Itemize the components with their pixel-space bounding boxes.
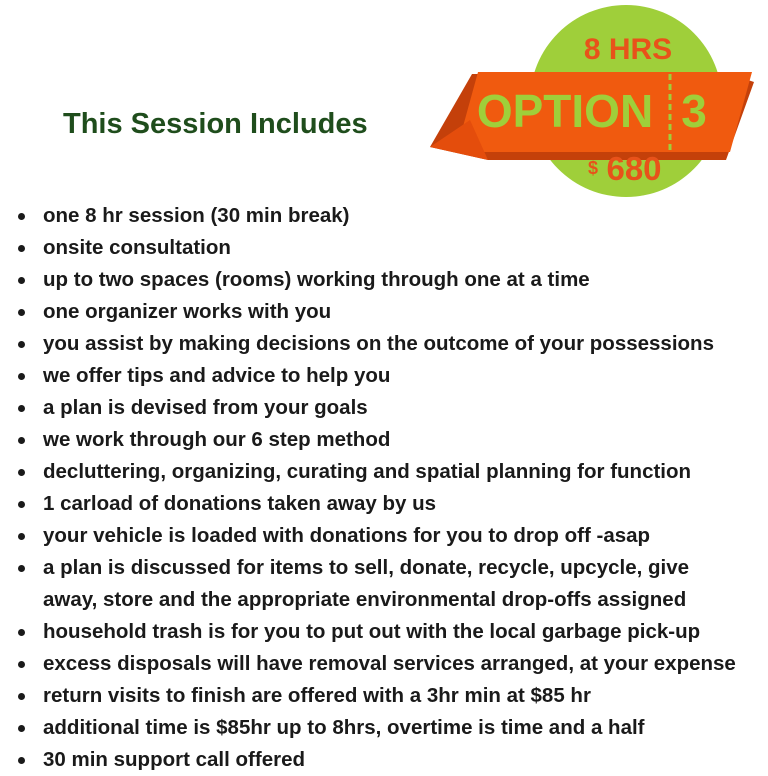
list-item: one 8 hr session (30 min break) — [0, 200, 768, 232]
list-item: up to two spaces (rooms) working through one at a time — [0, 264, 768, 296]
list-item: we work through our 6 step method — [0, 424, 768, 456]
list-item: additional time is $85hr up to 8hrs, overtime is time and a half — [0, 712, 768, 744]
option-badge — [430, 2, 760, 200]
bullet-dot — [18, 309, 25, 316]
list-item: a plan is discussed for items to sell, donate, recycle, upcycle, give away, store and the appropriate environmental drop-offs assigned — [0, 552, 768, 616]
list-item: a plan is devised from your goals — [0, 392, 768, 424]
list-item: onsite consultation — [0, 232, 768, 264]
bullet-dot — [18, 341, 25, 348]
list-item: 1 carload of donations taken away by us — [0, 488, 768, 520]
bullet-dot — [18, 693, 25, 700]
bullet-dot — [18, 565, 25, 572]
bullet-dot — [18, 373, 25, 380]
bullet-dot — [18, 533, 25, 540]
badge-price-symbol: $ — [587, 158, 599, 178]
list-item: we offer tips and advice to help you — [0, 360, 768, 392]
list-item: household trash is for you to put out with the local garbage pick-up — [0, 616, 768, 648]
list-item: one organizer works with you — [0, 296, 768, 328]
bullet-dot — [18, 661, 25, 668]
option-badge-graphic — [430, 2, 760, 200]
bullet-dot — [18, 277, 25, 284]
bullet-dot — [18, 757, 25, 764]
session-includes-list — [0, 200, 768, 776]
list-item: your vehicle is loaded with donations for you to drop off -asap — [0, 520, 768, 552]
list-item: decluttering, organizing, curating and spatial planning for function — [0, 456, 768, 488]
bullet-dot — [18, 213, 25, 220]
list-item: return visits to finish are offered with a 3hr min at $85 hr — [0, 680, 768, 712]
badge-option-word: OPTION — [476, 85, 654, 137]
bullet-dot — [18, 725, 25, 732]
list-item: 30 min support call offered — [0, 744, 768, 776]
bullet-dot — [18, 629, 25, 636]
bullet-dot — [18, 501, 25, 508]
badge-hours: 8 HRS — [583, 33, 673, 66]
bullet-dot — [18, 437, 25, 444]
bullet-dot — [18, 245, 25, 252]
bullet-dot — [18, 469, 25, 476]
badge-price-amount: 680 — [606, 150, 662, 187]
badge-option-number: 3 — [681, 85, 707, 137]
list-item: you assist by making decisions on the outcome of your possessions — [0, 328, 768, 360]
bullet-dot — [18, 405, 25, 412]
list-item: excess disposals will have removal services arranged, at your expense — [0, 648, 768, 680]
page-title: This Session Includes — [63, 108, 368, 140]
